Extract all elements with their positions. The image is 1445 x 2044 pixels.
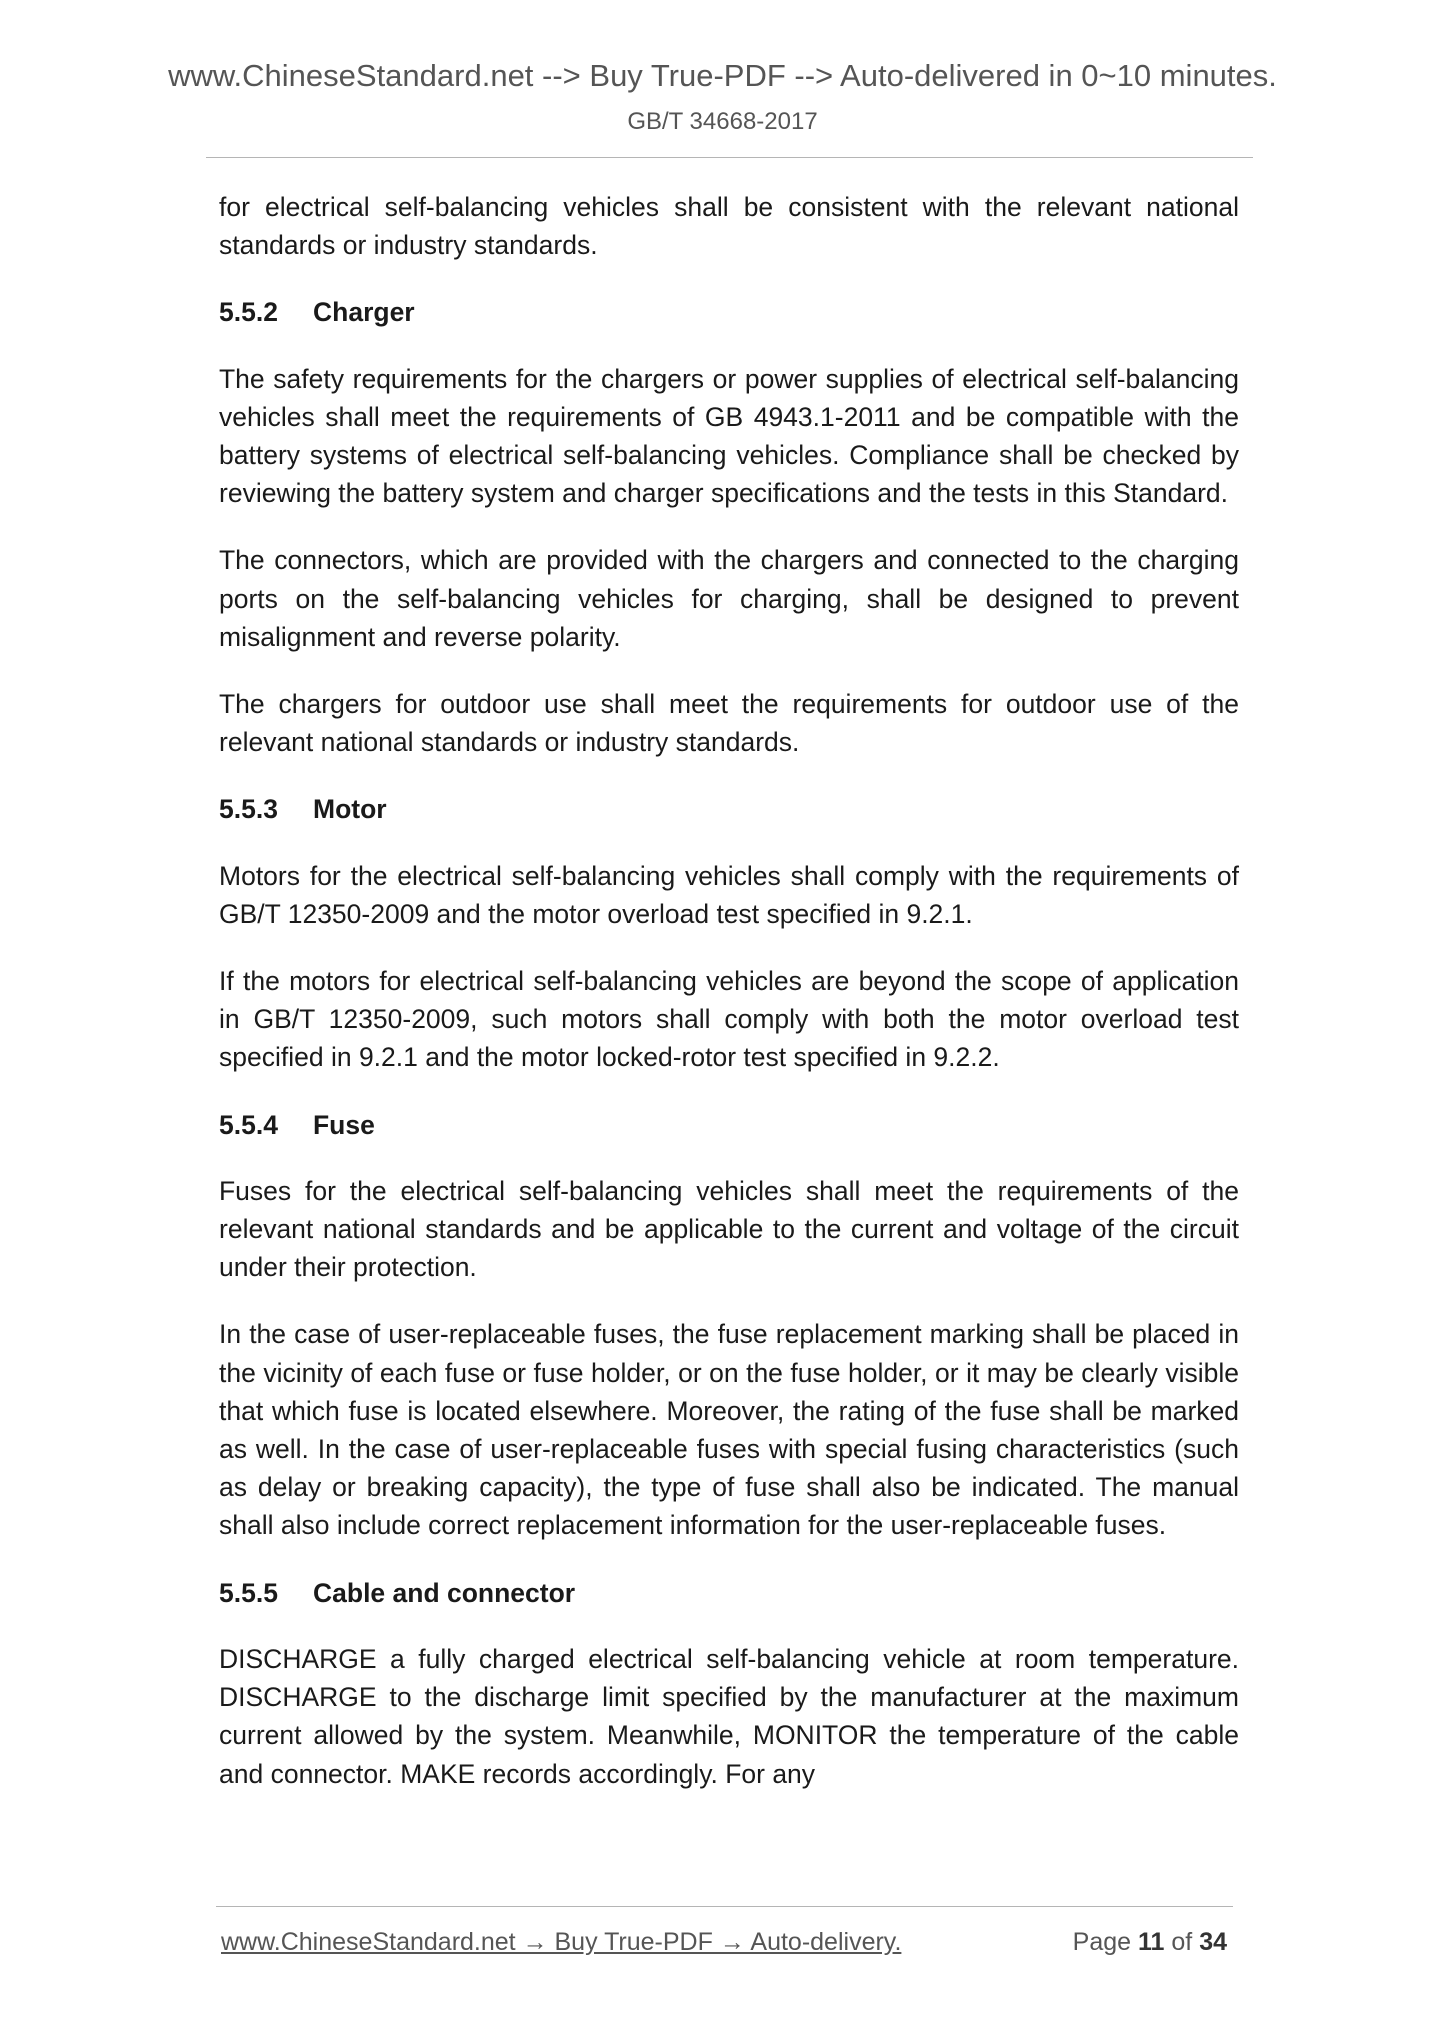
page-label: Page bbox=[1072, 1928, 1132, 1956]
section-number: 5.5.3 bbox=[219, 794, 278, 825]
paragraph: The safety requirements for the chargers or power supplies of electrical self-balancing vehicles shall meet the requirements of GB 4943.1-2011 and be compatible with the battery systems of electrical self-balancing vehicles. Compliance shall be checked by reviewing the battery system and charger specifications and the tests in this Standard. bbox=[219, 363, 1239, 509]
footer-divider bbox=[216, 1906, 1233, 1907]
page-number bbox=[1073, 1928, 1227, 1957]
page-content bbox=[219, 188, 1239, 1822]
section-number: 5.5.2 bbox=[219, 297, 278, 328]
page-of: of bbox=[1171, 1928, 1193, 1956]
section-title: Fuse bbox=[313, 1109, 375, 1140]
page-current: 11 bbox=[1137, 1928, 1165, 1956]
paragraph: DISCHARGE a fully charged electrical self-balancing vehicle at room temperature. DISCHARGE to the discharge limit specified by the manufacturer at the maximum current allowed by the system. Meanwhile, MONITOR the temperature of the cable and connector. MAKE records accordingly. For any bbox=[219, 1643, 1239, 1789]
footer-store-link[interactable]: www.ChineseStandard.net → Buy True-PDF → Auto-delivery. bbox=[221, 1928, 902, 1956]
section-title: Charger bbox=[313, 297, 415, 328]
paragraph: Fuses for the electrical self-balancing vehicles shall meet the requirements of the relevant national standards and be applicable to the current and voltage of the circuit under their protection. bbox=[219, 1175, 1239, 1283]
paragraph: The connectors, which are provided with the chargers and connected to the charging ports on the self-balancing vehicles for charging, shall be designed to prevent misalignment and reverse polarity. bbox=[219, 545, 1239, 652]
section-number: 5.5.5 bbox=[219, 1577, 278, 1608]
section-title: Cable and connector bbox=[313, 1577, 576, 1608]
section-title: Motor bbox=[313, 794, 387, 825]
section-heading-5-5-2 bbox=[219, 293, 1239, 331]
paragraph: Motors for the electrical self-balancing vehicles shall comply with the requirements of GB/T 12350-2009 and the motor overload test specified in 9.2.1. bbox=[219, 860, 1239, 929]
section-heading-5-5-4 bbox=[219, 1106, 1239, 1144]
document-id: GB/T 34668-2017 bbox=[627, 108, 818, 135]
header-divider bbox=[206, 157, 1253, 158]
section-number: 5.5.4 bbox=[219, 1109, 278, 1140]
intro-paragraph: for electrical self-balancing vehicles shall be consistent with the relevant national standards or industry standards. bbox=[219, 192, 1239, 261]
section-heading-5-5-3 bbox=[219, 790, 1239, 828]
paragraph: In the case of user-replaceable fuses, the fuse replacement marking shall be placed in the vicinity of each fuse or fuse holder, or on the fuse holder, or it may be clearly visible that which fuse is located elsewhere. Moreover, the rating of the fuse shall be marked as well. In the case of user-replaceable fuses with special fusing characteristics (such as delay or breaking capacity), the type of fuse shall also be indicated. The manual shall also include correct replacement information for the user-replaceable fuses. bbox=[219, 1319, 1239, 1541]
paragraph: If the motors for electrical self-balancing vehicles are beyond the scope of application in GB/T 12350-2009, such motors shall comply with both the motor overload test specified in 9.2.1 and the motor locked-rotor test specified in 9.2.2. bbox=[219, 966, 1239, 1073]
paragraph: The chargers for outdoor use shall meet the requirements for outdoor use of the relevant national standards or industry standards. bbox=[219, 689, 1239, 758]
header-banner: www.ChineseStandard.net --> Buy True-PDF --> Auto-delivered in 0~10 minutes. bbox=[168, 58, 1277, 93]
section-heading-5-5-5 bbox=[219, 1574, 1239, 1612]
page-total: 34 bbox=[1199, 1928, 1227, 1956]
